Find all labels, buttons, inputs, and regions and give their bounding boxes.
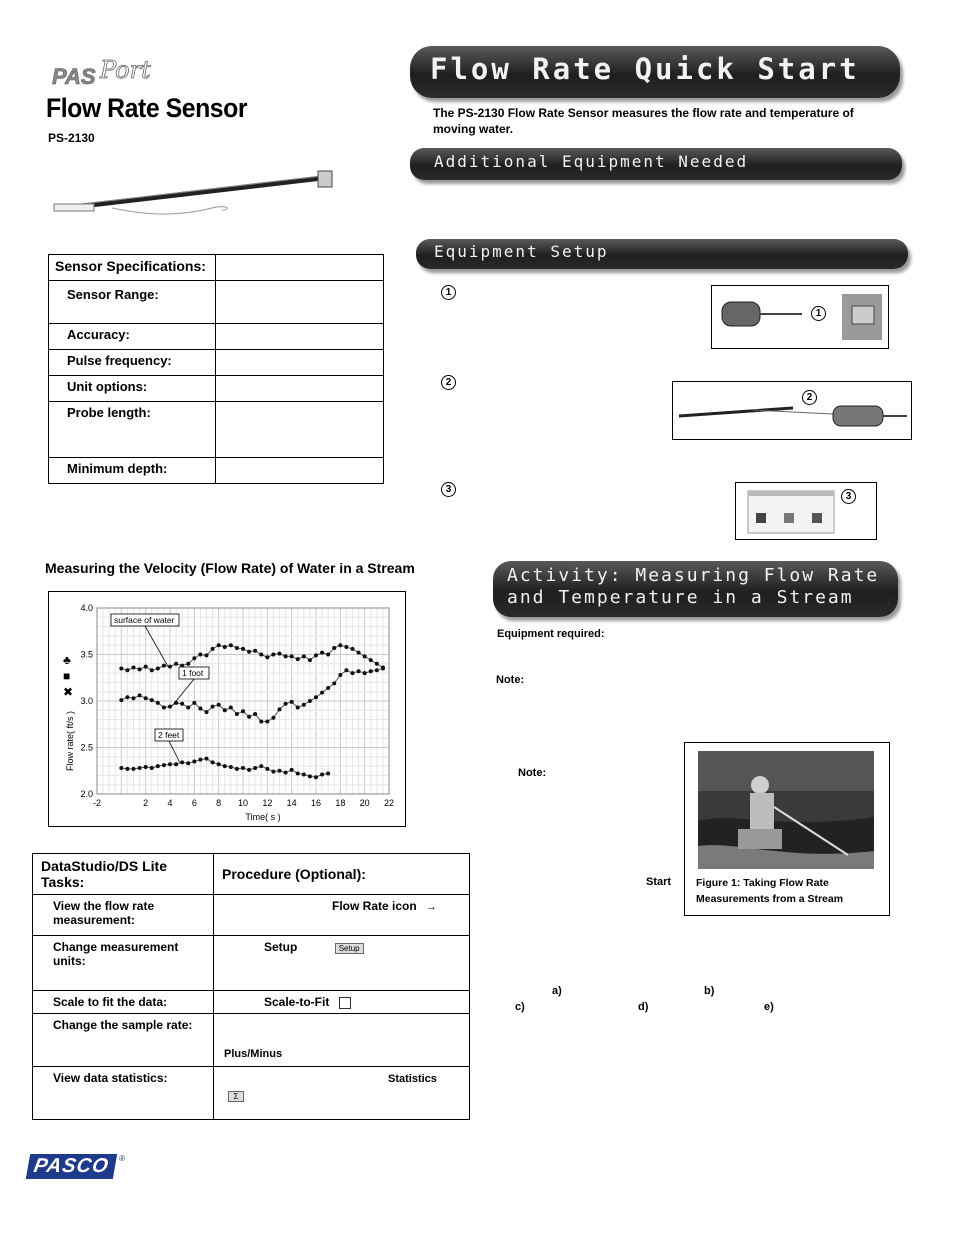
data-point: [357, 669, 361, 673]
data-point: [302, 703, 306, 707]
data-point: [332, 681, 336, 685]
data-point: [229, 765, 233, 769]
data-point: [296, 706, 300, 710]
spec-minimum-depth: Minimum depth:: [49, 458, 216, 484]
data-point: [211, 647, 215, 651]
data-point: [156, 701, 160, 705]
x-tick-label: 12: [262, 798, 273, 808]
sensor-specs-table: [48, 254, 384, 484]
x-tick-label: 14: [286, 798, 297, 808]
data-point: [265, 719, 269, 723]
setup-label: Setup: [264, 940, 298, 954]
additional-equipment-banner: [410, 148, 902, 180]
data-point: [265, 767, 269, 771]
figure-1-caption: Figure 1: Taking Flow Rate Measurements from a Stream: [696, 877, 844, 905]
data-point: [192, 701, 196, 705]
setup-figure-2: [672, 381, 912, 440]
y-tick-label: 4.0: [80, 603, 93, 613]
data-point: [223, 708, 227, 712]
spec-sensor-range: Sensor Range:: [49, 281, 216, 324]
scale-to-fit-label: Scale-to-Fit: [264, 995, 330, 1009]
data-point: [119, 766, 123, 770]
x-tick-label: 22: [383, 798, 395, 808]
activity-title-line1: Activity: Measuring Flow Rate: [507, 565, 880, 586]
data-point: [308, 774, 312, 778]
task-scale-fit: Scale to fit the data:: [33, 991, 214, 1014]
data-point: [332, 646, 336, 650]
step-1-marker: 1: [441, 285, 456, 300]
data-point: [369, 658, 373, 662]
data-point: [308, 699, 312, 703]
tasks-table: [32, 853, 470, 1120]
data-point: [235, 646, 239, 650]
y-tick-label: 2.5: [80, 742, 93, 753]
step-letter-c: c): [515, 1001, 525, 1013]
note-label-2: Note:: [518, 767, 547, 779]
tasks-col1-header: DataStudio/DS Lite Tasks:: [33, 854, 214, 895]
data-point: [205, 653, 209, 657]
stream-photo: [698, 751, 874, 869]
data-point: [296, 657, 300, 661]
y-tick-label: 3.5: [80, 649, 93, 660]
statistics-icon[interactable]: Σ: [228, 1091, 244, 1102]
data-point: [138, 667, 142, 671]
data-point: [229, 643, 233, 647]
flow-rate-chart: [49, 592, 405, 826]
x-tick-label: 2: [143, 798, 149, 808]
data-point: [314, 695, 318, 699]
data-point: [174, 662, 178, 666]
data-point: [144, 665, 148, 669]
data-point: [357, 651, 361, 655]
x-axis-label: Time( s ): [245, 812, 281, 822]
data-point: [119, 666, 123, 670]
setup-banner: [416, 239, 908, 269]
setup-figure-1-marker: 1: [811, 306, 826, 321]
data-point: [223, 764, 227, 768]
data-point: [338, 673, 342, 677]
data-point: [271, 716, 275, 720]
data-point: [253, 649, 257, 653]
data-point: [253, 712, 257, 716]
tasks-col2-header: Procedure (Optional):: [214, 854, 470, 895]
data-point: [320, 691, 324, 695]
data-point: [296, 772, 300, 776]
flow-rate-icon-label: Flow Rate icon: [332, 899, 417, 913]
flow-rate-graph-frame: [48, 591, 406, 827]
data-point: [326, 686, 330, 690]
data-point: [314, 653, 318, 657]
setup-button[interactable]: Setup: [335, 943, 364, 954]
data-point: [265, 655, 269, 659]
data-point: [308, 658, 312, 662]
data-point: [369, 669, 373, 673]
data-point: [150, 766, 154, 770]
x-tick-label: 8: [216, 798, 222, 808]
data-point: [144, 765, 148, 769]
svg-text:PAS: PAS: [52, 64, 96, 89]
x-tick-label: 18: [335, 798, 346, 808]
x-tick-label: 4: [167, 798, 173, 808]
x-tick-label: 20: [359, 798, 370, 808]
data-point: [174, 762, 178, 766]
intro-text: The PS-2130 Flow Rate Sensor measures the flow rate and temperature of moving water.: [433, 106, 854, 136]
data-point: [259, 764, 263, 768]
data-point: [205, 757, 209, 761]
data-point: [241, 647, 245, 651]
data-point: [247, 650, 251, 654]
data-point: [326, 653, 330, 657]
annotation-label-1: surface of water: [114, 615, 175, 625]
data-point: [259, 719, 263, 723]
data-point: [278, 652, 282, 656]
y-tick-label: 3.0: [80, 696, 93, 706]
pasport-logo: [50, 54, 162, 90]
quick-start-title: Flow Rate Quick Start: [430, 52, 860, 86]
data-point: [247, 715, 251, 719]
series-line-1: [121, 645, 383, 670]
data-point: [186, 761, 190, 765]
data-point: [290, 654, 294, 658]
data-point: [241, 709, 245, 713]
setup-figure-1: [711, 285, 889, 349]
task-view-flow-rate: View the flow rate measurement:: [33, 895, 214, 936]
specs-header: Sensor Specifications:: [49, 255, 216, 281]
data-point: [217, 703, 221, 707]
data-point: [241, 766, 245, 770]
data-point: [314, 775, 318, 779]
step-letter-b: b): [704, 985, 715, 997]
scale-to-fit-icon[interactable]: [339, 997, 351, 1009]
data-point: [290, 700, 294, 704]
data-point: [125, 767, 129, 771]
data-point: [235, 767, 239, 771]
step-letter-a: a): [552, 985, 562, 997]
model-number: PS-2130: [48, 131, 95, 145]
data-point: [235, 712, 239, 716]
equipment-required-label: Equipment required:: [497, 628, 605, 640]
annotation-label-3: 2 feet: [158, 730, 180, 740]
data-point: [223, 645, 227, 649]
data-point: [326, 772, 330, 776]
pasco-logo: PASCO ®: [28, 1154, 125, 1179]
data-point: [253, 766, 257, 770]
step-letter-e: e): [764, 1001, 774, 1013]
data-point: [186, 662, 190, 666]
series-symbol-club: ♣: [63, 653, 71, 667]
data-point: [168, 705, 172, 709]
data-point: [156, 666, 160, 670]
additional-equipment-title: Additional Equipment Needed: [434, 152, 749, 171]
setup-title: Equipment Setup: [434, 242, 609, 261]
data-point: [302, 654, 306, 658]
flow-rate-icon[interactable]: →: [426, 901, 438, 913]
series-symbol-x: ✖: [63, 685, 74, 699]
data-point: [217, 643, 221, 647]
data-point: [132, 666, 136, 670]
data-point: [132, 696, 136, 700]
data-point: [278, 707, 282, 711]
data-point: [168, 665, 172, 669]
note-label-1: Note:: [496, 674, 525, 686]
data-point: [168, 762, 172, 766]
data-point: [186, 706, 190, 710]
activity-title-line2: and Temperature in a Stream: [507, 587, 854, 608]
data-point: [363, 654, 367, 658]
spec-probe-length: Probe length:: [49, 402, 216, 458]
data-point: [119, 698, 123, 702]
data-point: [259, 653, 263, 657]
data-point: [290, 768, 294, 772]
data-point: [132, 767, 136, 771]
data-point: [278, 769, 282, 773]
step-3-marker: 3: [441, 482, 456, 497]
data-point: [351, 647, 355, 651]
task-sample-rate: Change the sample rate:: [33, 1014, 214, 1067]
data-point: [284, 654, 288, 658]
data-point: [271, 770, 275, 774]
statistics-label: Statistics: [388, 1073, 437, 1085]
data-point: [192, 656, 196, 660]
setup-figure-3-marker: 3: [841, 489, 856, 504]
data-point: [320, 772, 324, 776]
data-point: [344, 668, 348, 672]
spec-pulse-frequency: Pulse frequency:: [49, 350, 216, 376]
data-point: [229, 706, 233, 710]
annotation-label-2: 1 foot: [182, 668, 204, 678]
data-point: [180, 702, 184, 706]
setup-figure-3: [735, 482, 877, 540]
spec-accuracy: Accuracy:: [49, 324, 216, 350]
x-tick-label: -2: [92, 798, 102, 808]
data-point: [192, 759, 196, 763]
data-point: [211, 760, 215, 764]
plus-minus-label: Plus/Minus: [224, 1048, 283, 1060]
data-point: [302, 772, 306, 776]
setup-figure-2-marker: 2: [802, 390, 817, 405]
data-point: [320, 651, 324, 655]
x-tick-label: 10: [237, 798, 249, 808]
data-point: [205, 710, 209, 714]
task-change-units: Change measurement units:: [33, 936, 214, 991]
data-point: [138, 766, 142, 770]
y-axis-label: Flow rate( ft/s ): [65, 710, 75, 772]
data-point: [211, 705, 215, 709]
spec-unit-options: Unit options:: [49, 376, 216, 402]
data-point: [162, 706, 166, 710]
x-tick-label: 6: [191, 798, 197, 808]
annotation-leader-3: [169, 741, 180, 762]
svg-text:Port: Port: [100, 56, 151, 84]
y-tick-label: 2.0: [80, 789, 93, 799]
quick-start-banner: [410, 46, 900, 98]
data-point: [198, 706, 202, 710]
data-point: [144, 696, 148, 700]
data-point: [198, 758, 202, 762]
activity-banner: [493, 561, 898, 617]
data-point: [125, 695, 129, 699]
data-point: [162, 763, 166, 767]
x-tick-label: 16: [310, 798, 322, 808]
data-point: [180, 760, 184, 764]
data-point: [375, 662, 379, 666]
data-point: [150, 698, 154, 702]
graph-heading: Measuring the Velocity (Flow Rate) of Water in a Stream: [45, 560, 415, 576]
data-point: [150, 668, 154, 672]
data-point: [375, 668, 379, 672]
data-point: [138, 693, 142, 697]
series-symbol-square: ■: [63, 669, 71, 683]
data-point: [363, 671, 367, 675]
data-point: [162, 664, 166, 668]
data-point: [217, 762, 221, 766]
data-point: [125, 668, 129, 672]
data-point: [271, 653, 275, 657]
data-point: [198, 653, 202, 657]
data-point: [156, 764, 160, 768]
figure-1-box: [684, 742, 890, 916]
data-point: [344, 645, 348, 649]
product-name: Flow Rate Sensor: [46, 93, 248, 123]
sensor-probe-image: [52, 166, 337, 224]
step-letter-d: d): [638, 1001, 649, 1013]
data-point: [338, 643, 342, 647]
data-point: [381, 666, 385, 670]
start-label: Start: [646, 876, 672, 888]
series-line-2: [121, 668, 383, 721]
task-statistics: View data statistics:: [33, 1067, 214, 1120]
data-point: [247, 768, 251, 772]
data-point: [284, 771, 288, 775]
step-2-marker: 2: [441, 375, 456, 390]
data-point: [351, 671, 355, 675]
data-point: [284, 702, 288, 706]
